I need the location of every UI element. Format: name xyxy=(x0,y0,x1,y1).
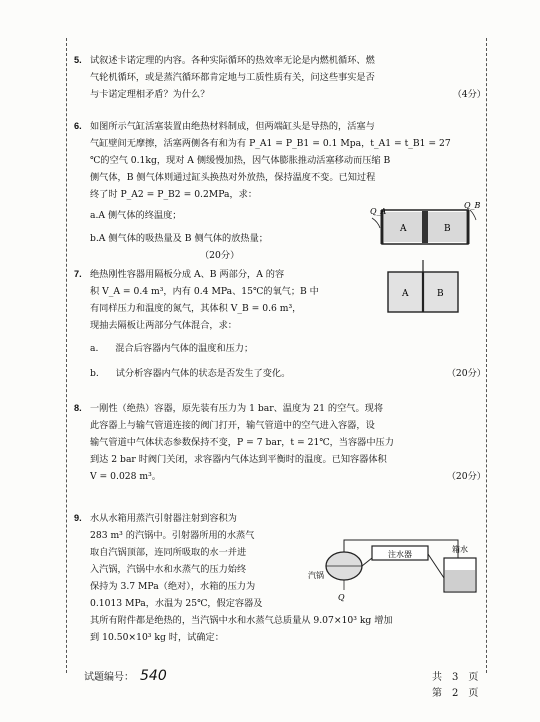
question-text-line: 与卡诺定理相矛盾？为什么？ xyxy=(90,89,210,100)
question-number: 8. xyxy=(74,403,82,413)
question-text-line: 现抽去隔板让两部分气体混合，求： xyxy=(90,320,237,331)
cylinder-piston-diagram xyxy=(370,200,480,252)
score: （20分） xyxy=(446,471,486,482)
total-label: 共 xyxy=(432,672,442,683)
question-text-line: 一刚性（绝热）容器，原先装有压力为 1 bar、温度为 21 的空气。现将 xyxy=(90,403,384,414)
question-text-line: 283 m³ 的汽锅中。引射器所用的水蒸气 xyxy=(90,530,255,541)
page-label: 第 xyxy=(432,688,442,699)
heat-in-label: Q_A xyxy=(370,207,387,216)
question-text-line: 到达 2 bar 时阀门关闭，求容器内气体达到平衡时的温度。已知容器体积 xyxy=(90,454,387,465)
question-text-line: 其所有附件都是绝热的，当汽锅中水和水蒸气总质量从 9.07×10³ kg 增加 xyxy=(90,615,393,626)
injector-label: 注水器 xyxy=(388,550,412,559)
question-text-line: 绝热刚性容器用隔板分成 A、B 两部分，A 的容 xyxy=(90,269,285,280)
total-unit: 页 xyxy=(468,672,479,683)
sub-question-text: 混合后容器内气体的温度和压力； xyxy=(115,343,254,354)
question-text-line: 终了时 P_A2 = P_B2 = 0.2MPa，求： xyxy=(90,189,258,200)
exam-id-label: 试题编号： xyxy=(84,672,134,683)
total-value: 3 xyxy=(452,672,459,683)
question-text-line: 气轮机循环，或是蒸汽循环都肯定地与工质性质有关，问这些事实是否 xyxy=(90,72,375,83)
question-text-line: 0.1013 MPa，水温为 25℃，假定容器及 xyxy=(90,598,263,609)
total-pages xyxy=(432,668,488,683)
question-text-line: 如图所示气缸活塞装置由绝热材料制成，但两端缸头是导热的，活塞与 xyxy=(90,121,375,132)
sub-question-label: a. xyxy=(90,343,99,354)
sub-question-b xyxy=(90,365,290,382)
sub-question-text: 试分析容器内气体的状态是否发生了变化。 xyxy=(115,368,291,379)
chamber-b-label: B xyxy=(444,224,451,234)
page-unit: 页 xyxy=(468,688,479,699)
tank-label: 箱水 xyxy=(452,545,468,554)
question-number: 7. xyxy=(74,269,82,279)
sub-question-label: b. xyxy=(90,368,99,379)
exam-id-value: 540 xyxy=(140,668,167,684)
question-text-line: 试叙述卡诺定理的内容。各种实际循环的热效率无论是内燃机循环、燃 xyxy=(90,55,375,66)
question-text-line: 侧气体，B 侧气体则通过缸头换热对外放热，保持温度不变。已知过程 xyxy=(90,172,376,183)
sub-question-b: b.A 侧气体的吸热量及 B 侧气体的放热量； xyxy=(90,233,268,244)
question-text-line: 保持为 3.7 MPa（绝对），水箱的压力为 xyxy=(90,581,256,592)
current-page xyxy=(432,684,488,699)
question-text-line: 此容器上与输气管道连接的阀门打开，输气管道中的空气进入容器，设 xyxy=(90,420,375,431)
question-text-line: 水从水箱用蒸汽引射器注射到容积为 xyxy=(90,513,237,524)
exam-id xyxy=(84,668,167,684)
part-b-label: B xyxy=(437,289,444,299)
question-text-line: V = 0.028 m³。 xyxy=(90,471,161,482)
question-text-line: 积 V_A = 0.4 m³，内有 0.4 MPa、15℃的氧气；B 中 xyxy=(90,286,319,297)
score: （20分） xyxy=(446,368,486,379)
steam-injector-diagram xyxy=(308,528,484,604)
question-number: 9. xyxy=(74,513,82,523)
part-a-label: A xyxy=(402,289,409,299)
question-text-line: 到 10.50×10³ kg 时，试确定： xyxy=(90,632,224,643)
score: （20分） xyxy=(200,250,240,261)
question-8 xyxy=(74,400,486,485)
page-value: 2 xyxy=(452,688,459,699)
sub-question-a xyxy=(90,340,486,357)
sub-question-a: a.A 侧气体的终温度； xyxy=(90,210,182,221)
piston xyxy=(422,211,428,243)
question-text-line: 气缸壁间无摩擦，活塞两侧各有和为有 P_A1 = P_B1 = 0.1 Mpa，t_A1 = t_B1 = 27 xyxy=(90,138,451,149)
question-text-line: ℃的空气 0.1kg，现对 A 侧缓慢加热，因气体膨胀推动活塞移动而压缩 B xyxy=(90,155,391,166)
question-5 xyxy=(74,52,486,103)
boiler-label: 汽锅 xyxy=(308,571,324,580)
divided-container-diagram xyxy=(382,260,464,316)
heat-label: Q xyxy=(338,593,345,602)
score: （4分） xyxy=(452,89,486,100)
question-number: 6. xyxy=(74,121,82,131)
question-number: 5. xyxy=(74,55,82,65)
chamber-a-label: A xyxy=(400,224,407,234)
right-binding-line xyxy=(486,38,488,673)
question-text-line: 输气管道中气体状态参数保持不变，P = 7 bar，t = 21℃，当容器中压力 xyxy=(90,437,394,448)
left-binding-line xyxy=(66,38,68,673)
question-text-line: 有同样压力和温度的氮气，其体积 V_B = 0.6 m³， xyxy=(90,303,302,314)
heat-out-label: Q_B xyxy=(464,201,480,210)
question-text-line: 取自汽锅顶部，连同所吸取的水一并进 xyxy=(90,547,247,558)
question-text-line: 入汽锅，汽锅中水和水蒸气的压力始终 xyxy=(90,564,247,575)
